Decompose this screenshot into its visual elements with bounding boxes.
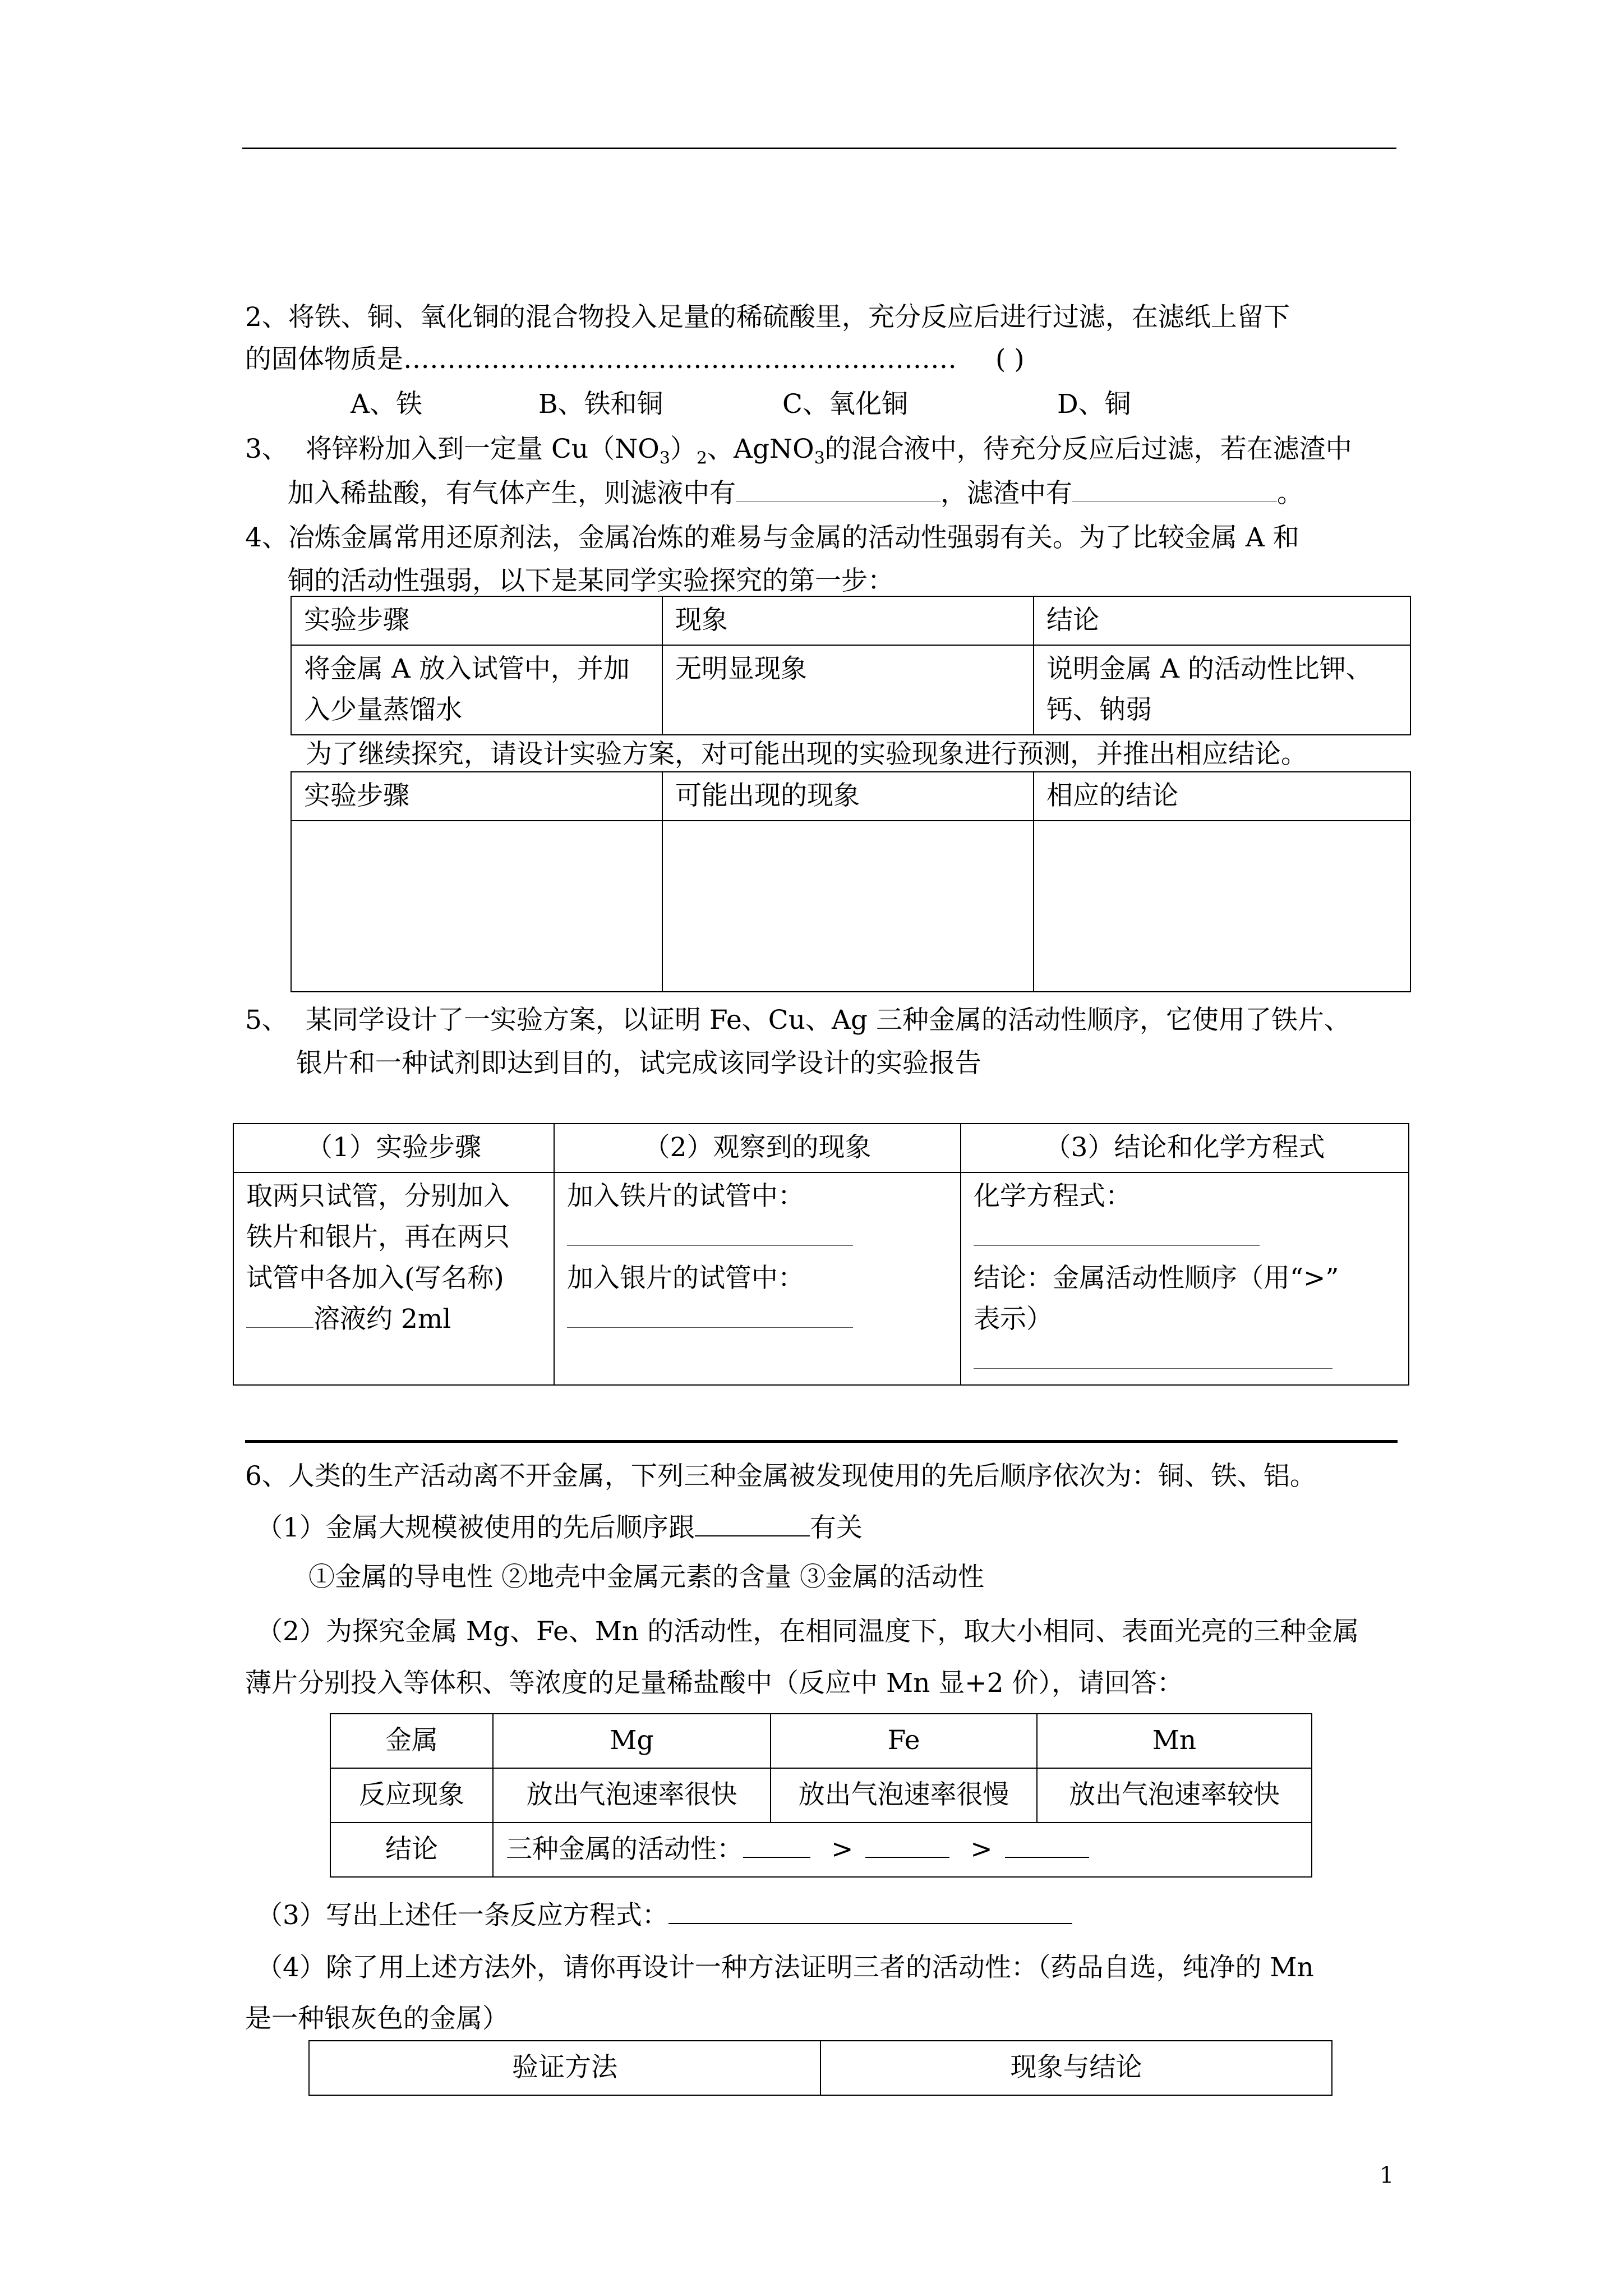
order-factor-blank[interactable] bbox=[695, 1513, 810, 1536]
table-header: （3）结论和化学方程式 bbox=[961, 1124, 1409, 1172]
q6-part2-line1: （2）为探究金属 Mg、Fe、Mn 的活动性，在相同温度下，取大小相同、表面光亮的三种金属 bbox=[256, 1616, 1359, 1647]
answer-cell[interactable] bbox=[662, 821, 1034, 992]
table-header: 现象 bbox=[662, 596, 1034, 645]
q4-table1 bbox=[291, 596, 1411, 735]
activity-blank-2[interactable] bbox=[865, 1834, 949, 1858]
table-header: 结论 bbox=[1034, 596, 1410, 645]
table-cell: Mn bbox=[1037, 1714, 1312, 1768]
table-cell: 放出气泡速率较快 bbox=[1037, 1768, 1312, 1823]
iron-observation-blank[interactable] bbox=[567, 1223, 853, 1246]
activity-blank-3[interactable] bbox=[1005, 1834, 1089, 1858]
table-cell: 说明金属 A 的活动性比钾、 钙、钠弱 bbox=[1034, 645, 1410, 735]
order-blank[interactable] bbox=[974, 1346, 1332, 1369]
table-header: 实验步骤 bbox=[291, 772, 662, 821]
equation-answer-blank[interactable] bbox=[668, 1901, 1072, 1924]
q6-part4-line1: （4）除了用上述方法外，请你再设计一种方法证明三者的活动性：（药品自选，纯净的 Mn bbox=[256, 1952, 1314, 1983]
header-rule bbox=[242, 148, 1396, 149]
q2-line2: 的固体物质是……………………………………………………… bbox=[245, 344, 957, 375]
observations-cell: 加入铁片的试管中： 加入银片的试管中： bbox=[554, 1172, 961, 1385]
q4-mid-text: 为了继续探究，请设计实验方案，对可能出现的实验现象进行预测，并推出相应结论。 bbox=[306, 739, 1307, 770]
q2-answer-paren: ( ) bbox=[995, 344, 1025, 375]
table-cell: 金属 bbox=[330, 1714, 493, 1768]
q5-line2: 银片和一种试剂即达到目的，试完成该同学设计的实验报告 bbox=[296, 1048, 981, 1079]
q6-part3: （3）写出上述任一条反应方程式： bbox=[256, 1901, 1072, 1929]
q3-line2: 加入稀盐酸，有气体产生，则滤液中有 ，滤渣中有 。 bbox=[288, 478, 1303, 509]
q6-part4-line2: 是一种银灰色的金属） bbox=[245, 2003, 509, 2034]
q6-part2-line2: 薄片分别投入等体积、等浓度的足量稀盐酸中（反应中 Mn 显+2 价），请回答： bbox=[245, 1668, 1183, 1699]
q2-option-a: A、铁 bbox=[351, 389, 422, 420]
q2-option-b: B、铁和铜 bbox=[538, 389, 663, 420]
q5-table bbox=[233, 1123, 1409, 1386]
q6-line1: 6、人类的生产活动离不开金属，下列三种金属被发现使用的先后顺序依次为：铜、铁、铝。 bbox=[245, 1461, 1316, 1492]
q3-number: 3、 bbox=[245, 434, 288, 464]
table-cell: 放出气泡速率很快 bbox=[493, 1768, 771, 1823]
q4-table2 bbox=[291, 771, 1411, 992]
q6-table bbox=[330, 1713, 1312, 1878]
table-header: （2）观察到的现象 bbox=[554, 1124, 961, 1172]
q6-part1: （1）金属大规模被使用的先后顺序跟 有关 bbox=[256, 1512, 863, 1543]
activity-blank-1[interactable] bbox=[743, 1834, 810, 1858]
table-header: 实验步骤 bbox=[291, 596, 662, 645]
section-divider bbox=[245, 1440, 1398, 1443]
table-header: 可能出现的现象 bbox=[662, 772, 1034, 821]
q5-number: 5、 bbox=[245, 1005, 288, 1036]
answer-cell[interactable] bbox=[1034, 821, 1410, 992]
answer-cell[interactable] bbox=[291, 821, 662, 992]
filtrate-answer-blank[interactable] bbox=[736, 479, 940, 502]
q6-method-table bbox=[308, 2040, 1332, 2096]
table-cell: 反应现象 bbox=[330, 1768, 493, 1823]
q4-line1: 4、冶炼金属常用还原剂法，金属冶炼的难易与金属的活动性强弱有关。为了比较金属 A 和 bbox=[245, 522, 1299, 553]
table-header: 现象与结论 bbox=[820, 2041, 1332, 2095]
table-cell: 三种金属的活动性： > > bbox=[493, 1823, 1312, 1877]
q2-option-c: C、氧化铜 bbox=[782, 389, 908, 420]
table-cell: 放出气泡速率很慢 bbox=[771, 1768, 1037, 1823]
solution-name-blank[interactable] bbox=[246, 1305, 313, 1328]
table-header: （1）实验步骤 bbox=[233, 1124, 554, 1172]
page-number: 1 bbox=[1380, 2162, 1394, 2188]
q3-line1: 将锌粉加入到一定量 $Cu(NO_3)_2$、AgNO$_3$的混合液中，待充分反应后过滤，若在滤渣中 bbox=[306, 434, 1352, 468]
table-header: 相应的结论 bbox=[1034, 772, 1410, 821]
equation-blank[interactable] bbox=[974, 1223, 1260, 1246]
steps-cell: 取两只试管，分别加入 铁片和银片，再在两只 试管中各加入(写名称) 溶液约 2ml bbox=[233, 1172, 554, 1385]
residue-answer-blank[interactable] bbox=[1072, 479, 1277, 502]
table-cell: Mg bbox=[493, 1714, 771, 1768]
q2-option-d: D、铜 bbox=[1057, 389, 1131, 420]
q2-line1: 2、将铁、铜、氧化铜的混合物投入足量的稀硫酸里，充分反应后进行过滤，在滤纸上留下 bbox=[245, 302, 1290, 333]
q4-line2: 铜的活动性强弱，以下是某同学实验探究的第一步： bbox=[288, 565, 894, 596]
q5-line1: 某同学设计了一实验方案，以证明 Fe、Cu、Ag 三种金属的活动性顺序，它使用了铁片、 bbox=[306, 1005, 1350, 1036]
conclusion-cell: 化学方程式： 结论：金属活动性顺序（用“>” 表示） bbox=[961, 1172, 1409, 1385]
table-cell: Fe bbox=[771, 1714, 1037, 1768]
silver-observation-blank[interactable] bbox=[567, 1305, 853, 1328]
table-cell: 结论 bbox=[330, 1823, 493, 1877]
table-cell: 无明显现象 bbox=[662, 645, 1034, 735]
q6-part1-options: ①金属的导电性 ②地壳中金属元素的含量 ③金属的活动性 bbox=[308, 1562, 984, 1593]
table-cell: 将金属 A 放入试管中，并加 入少量蒸馏水 bbox=[291, 645, 662, 735]
table-header: 验证方法 bbox=[309, 2041, 820, 2095]
